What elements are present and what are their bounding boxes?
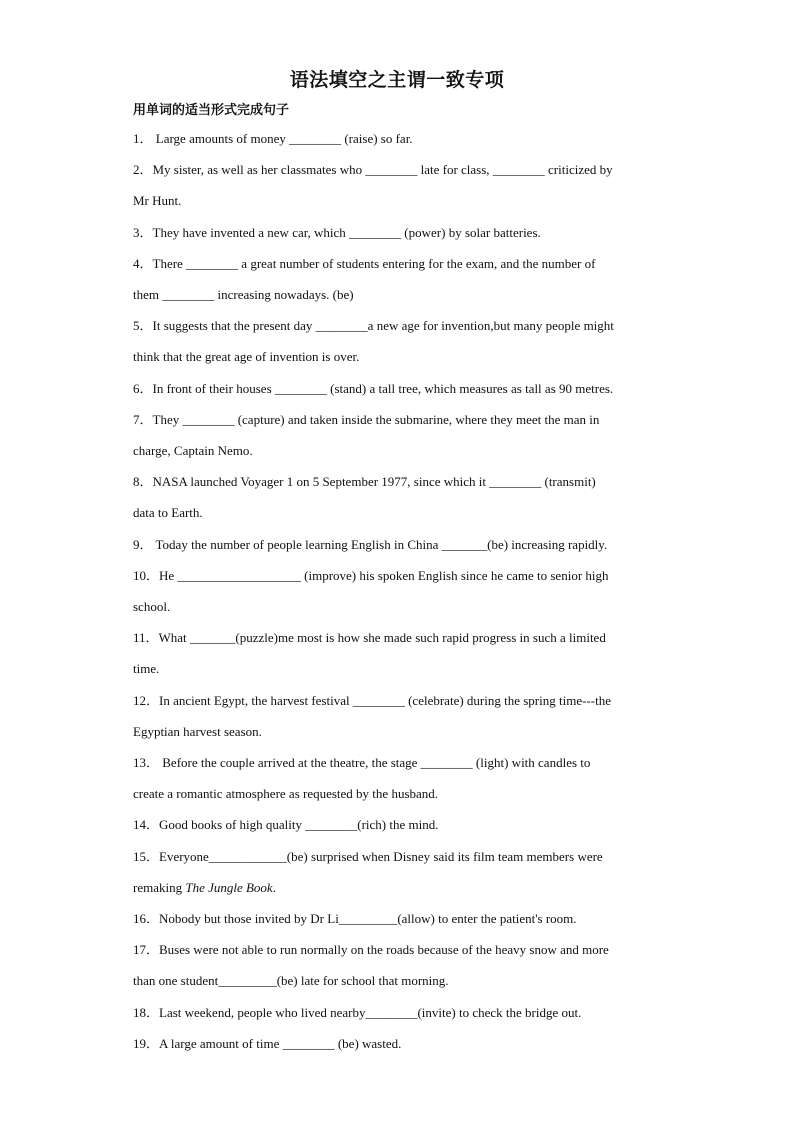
question-line-18: 18．Last weekend, people who lived nearby________(invite) to check the bridge out.	[133, 1005, 582, 1020]
question-line-13a: 13． Before the couple arrived at the theatre, the stage ________ (light) with candles to	[133, 755, 591, 770]
question-line-12a: 12．In ancient Egypt, the harvest festival ________ (celebrate) during the spring time---the	[133, 693, 611, 708]
question-line-17b: than one student_________(be) late for school that morning.	[133, 973, 449, 988]
question-line-11a: 11．What _______(puzzle)me most is how she made such rapid progress in such a limited	[133, 630, 606, 645]
question-line-15a: 15．Everyone____________(be) surprised when Disney said its film team members were	[133, 849, 603, 864]
question-line-7b: charge, Captain Nemo.	[133, 443, 253, 458]
question-line-10b: school.	[133, 599, 171, 614]
question-line-2a: 2．My sister, as well as her classmates who ________ late for class, ________ criticized by	[133, 162, 613, 177]
question-line-13b: create a romantic atmosphere as requested by the husband.	[133, 786, 439, 801]
question-line-3: 3．They have invented a new car, which ________ (power) by solar batteries.	[133, 225, 541, 240]
question-line-4b: them ________ increasing nowadays. (be)	[133, 287, 354, 302]
section-instruction: 用单词的适当形式完成句子	[133, 103, 290, 118]
question-line-14: 14．Good books of high quality ________(rich) the mind.	[133, 817, 439, 832]
question-line-8b: data to Earth.	[133, 505, 203, 520]
question-line-8a: 8．NASA launched Voyager 1 on 5 September 1977, since which it ________ (transmit)	[133, 474, 596, 489]
question-line-12b: Egyptian harvest season.	[133, 724, 262, 739]
question-line-15b-text: remaking	[133, 880, 186, 895]
question-line-9: 9． Today the number of people learning English in China _______(be) increasing rapidly.	[133, 537, 608, 552]
question-line-10a: 10．He ___________________ (improve) his spoken English since he came to senior high	[133, 568, 609, 583]
question-line-11b: time.	[133, 661, 160, 676]
question-line-7a: 7．They ________ (capture) and taken inside the submarine, where they meet the man in	[133, 412, 600, 427]
question-line-6: 6．In front of their houses ________ (stand) a tall tree, which measures as tall as 90 metres.	[133, 381, 614, 396]
page-title: 语法填空之主谓一致专项	[289, 69, 505, 91]
question-line-15b-tail: .	[272, 880, 276, 895]
question-line-1: 1． Large amounts of money ________ (raise) so far.	[133, 131, 413, 146]
question-line-17a: 17．Buses were not able to run normally on the roads because of the heavy snow and more	[133, 942, 609, 957]
question-line-5a: 5．It suggests that the present day ________a new age for invention,but many people might	[133, 318, 614, 333]
book-title-italic: The Jungle Book	[185, 880, 273, 895]
question-line-4a: 4．There ________ a great number of students entering for the exam, and the number of	[133, 256, 596, 271]
question-line-19: 19．A large amount of time ________ (be) wasted.	[133, 1036, 402, 1051]
question-line-15b	[133, 879, 663, 897]
question-line-2b: Mr Hunt.	[133, 193, 182, 208]
question-line-16: 16．Nobody but those invited by Dr Li_________(allow) to enter the patient's room.	[133, 911, 577, 926]
question-line-5b: think that the great age of invention is over.	[133, 349, 360, 364]
